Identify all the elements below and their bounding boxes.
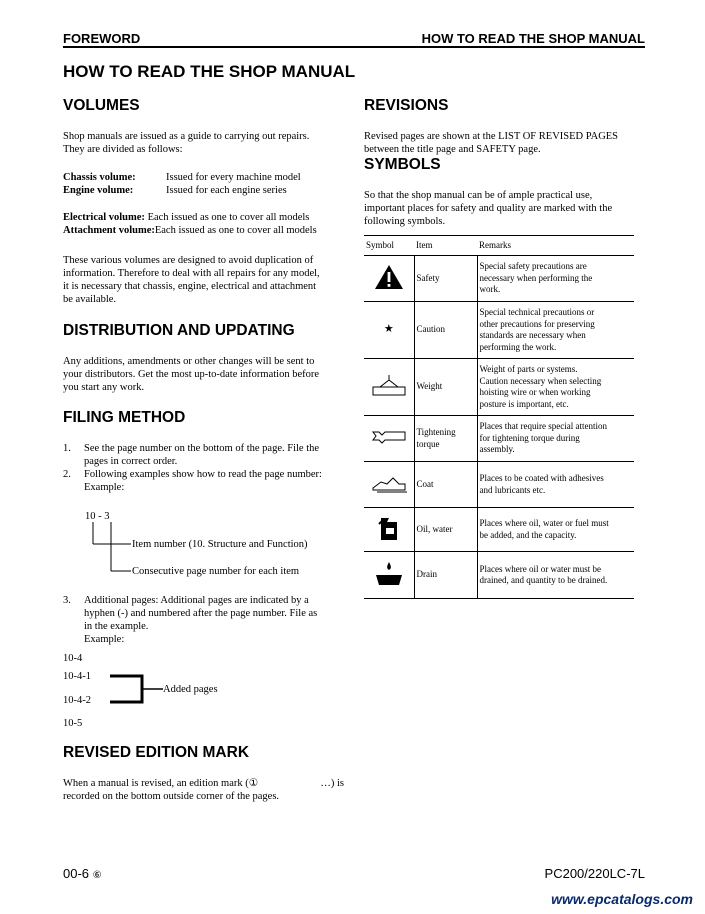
item-line: Example: (84, 634, 125, 645)
paragraph-line: your distributors. Get the most up-to-date information before (63, 369, 320, 380)
symbol-item: Weight (414, 359, 477, 416)
paragraph-line: Revised pages are shown at the LIST OF REVISED PAGES (364, 131, 619, 142)
table-row (364, 302, 634, 359)
paragraph-text: When a manual is revised, an edition mark ( (63, 778, 249, 789)
footer-model: PC200/220LC-7L (544, 866, 645, 881)
volume-text: Issued for every machine model (166, 172, 301, 183)
volume-text: Each issued as one to cover all models (154, 225, 317, 236)
page-example: 10-4-1 (63, 671, 91, 682)
item-line: Example: (84, 482, 125, 493)
volume-label: Attachment volume: (63, 225, 155, 236)
remark-line: hoisting wire or when working (479, 387, 591, 397)
table-row (364, 256, 634, 302)
page-number: 00-6 (63, 866, 90, 881)
page-example: 10-4 (63, 653, 83, 664)
remark-line: Special safety precautions are (479, 261, 587, 272)
filing-item (63, 468, 345, 494)
column-header: Item (414, 236, 477, 256)
edition-mark-symbol: ① (248, 778, 259, 789)
remark-line: Places where oil or water must be (479, 563, 601, 574)
wrench-icon (364, 416, 414, 462)
paragraph-line: recorded on the bottom outside corner of the pages. (63, 791, 280, 802)
remark-line: standards are necessary when (479, 330, 586, 340)
item-number: 2. (63, 469, 71, 480)
symbol-item: Safety (414, 256, 477, 302)
volume-text: Issued for each engine series (166, 185, 287, 196)
added-pages-bracket (108, 672, 164, 706)
volumes-intro-line: They are divided as follows: (63, 144, 183, 155)
symbol-remarks (477, 302, 634, 359)
volume-row (63, 184, 348, 197)
filing-item (63, 442, 345, 468)
table-row (364, 508, 634, 552)
remark-line: Places where oil, water or fuel must (479, 518, 609, 528)
symbol-remarks (477, 256, 634, 302)
paragraph-line: it is necessary that chassis, engine, electrical and attachment (63, 281, 317, 292)
example-page-code: 10 - 3 (85, 511, 110, 522)
revised-mark-paragraph (63, 777, 344, 803)
filing-item (63, 594, 345, 646)
table-header-row (364, 236, 634, 256)
volumes-heading: VOLUMES (63, 97, 140, 114)
symbol-remarks (477, 462, 634, 508)
symbols-table (364, 235, 634, 599)
remark-line: Places that require special attention (479, 421, 607, 432)
volume-label: Electrical volume: (63, 212, 145, 223)
volume-row (63, 171, 348, 184)
column-header: Remarks (477, 236, 634, 256)
added-pages-label: Added pages (163, 684, 218, 695)
watermark-link[interactable]: www.epcatalogs.com (551, 891, 693, 907)
symbol-remarks (477, 508, 634, 552)
remark-line: for tightening torque during (479, 432, 580, 443)
volumes-list (63, 171, 348, 237)
edition-mark-icon: ⑥ (92, 870, 102, 881)
volumes-intro-line: Shop manuals are issued as a guide to carrying out repairs. (63, 131, 310, 142)
item-line: hyphen (-) and numbered after the page number. File as (84, 608, 318, 619)
distribution-paragraph (63, 355, 344, 394)
paragraph-line: important places for safety and quality are marked with the (364, 203, 613, 214)
remark-line: and lubricants etc. (479, 484, 546, 495)
example-item-label: Item number (10. Structure and Function) (132, 539, 308, 550)
item-line: pages in correct order. (84, 456, 178, 467)
remark-line: drained, and quantity to be drained. (479, 575, 608, 585)
header-section-label: FOREWORD (63, 31, 141, 46)
paragraph-line: between the title page and SAFETY page. (364, 144, 541, 155)
symbol-item: Tightening torque (414, 416, 477, 462)
table-row (364, 416, 634, 462)
paragraph-line: be available. (63, 294, 117, 305)
filing-list (63, 442, 345, 494)
item-number: 3. (63, 595, 71, 606)
page-title: HOW TO READ THE SHOP MANUAL (63, 62, 356, 81)
item-line: in the example. (84, 621, 149, 632)
symbols-heading: SYMBOLS (364, 156, 441, 173)
item-line: See the page number on the bottom of the page. File the (84, 443, 320, 454)
volume-label: Chassis volume: (63, 172, 136, 183)
remark-line: work. (479, 284, 501, 295)
revised-mark-heading: REVISED EDITION MARK (63, 744, 250, 761)
filing-item-3 (63, 594, 345, 646)
remark-line: Special technical precautions or (479, 307, 595, 317)
warning-triangle-icon (364, 256, 414, 302)
symbol-remarks (477, 552, 634, 599)
distribution-heading: DISTRIBUTION AND UPDATING (63, 322, 295, 339)
remark-line: performing the work. (479, 341, 557, 352)
item-line: Additional pages: Additional pages are indicated by a (84, 595, 309, 606)
paragraph-line: Any additions, amendments or other changes will be sent to (63, 356, 315, 367)
symbol-remarks (477, 416, 634, 462)
symbol-item: Drain (414, 552, 477, 599)
remark-line: Weight of parts or systems. (479, 364, 578, 374)
paragraph-text: …) is (320, 778, 344, 789)
remark-line: Caution necessary when selecting (479, 375, 602, 386)
remark-line: Places to be coated with adhesives (479, 473, 604, 483)
symbols-paragraph (364, 189, 645, 228)
example-bracket-lines (85, 522, 135, 577)
example-page-label: Consecutive page number for each item (132, 566, 300, 577)
volumes-intro (63, 130, 343, 156)
paragraph-line: following symbols. (364, 216, 446, 227)
volume-row (63, 224, 348, 237)
remark-line: assembly. (479, 444, 515, 455)
paragraph-line (63, 777, 344, 790)
remark-line: other precautions for preserving (479, 318, 595, 329)
volumes-paragraph (63, 254, 344, 306)
table-row (364, 359, 634, 416)
remark-line: be added, and the capacity. (479, 529, 577, 540)
paragraph-line: you start any work. (63, 382, 145, 393)
header-rule (63, 46, 645, 48)
weight-icon (364, 359, 414, 416)
symbol-remarks (477, 359, 634, 416)
remark-line: posture is important, etc. (479, 398, 569, 409)
page-example: 10-4-2 (63, 695, 91, 706)
star-icon: ★ (364, 302, 414, 359)
paragraph-line: These various volumes are designed to avoid duplication of (63, 255, 314, 266)
column-header: Symbol (364, 236, 414, 256)
paragraph-line: So that the shop manual can be of ample practical use, (364, 190, 593, 201)
header-chapter-title: HOW TO READ THE SHOP MANUAL (421, 31, 645, 46)
paragraph-line: information. Therefore to deal with all repairs for any model, (63, 268, 320, 279)
coat-icon (364, 462, 414, 508)
symbol-item: Oil, water (414, 508, 477, 552)
footer-page-number (63, 866, 102, 881)
page-example: 10-5 (63, 718, 83, 729)
symbol-item: Coat (414, 462, 477, 508)
oil-can-icon (364, 508, 414, 552)
table-row (364, 552, 634, 599)
revisions-heading: REVISIONS (364, 97, 449, 114)
symbol-item: Caution (414, 302, 477, 359)
filing-heading: FILING METHOD (63, 409, 186, 426)
item-number: 1. (63, 443, 71, 454)
volume-text: Each issued as one to cover all models (147, 212, 310, 223)
volume-label: Engine volume: (63, 185, 134, 196)
volume-row (63, 211, 348, 224)
remark-line: necessary when performing the (479, 272, 593, 283)
item-line: Following examples show how to read the page number: (84, 469, 322, 480)
revisions-paragraph (364, 130, 645, 156)
table-row (364, 462, 634, 508)
drain-icon (364, 552, 414, 599)
